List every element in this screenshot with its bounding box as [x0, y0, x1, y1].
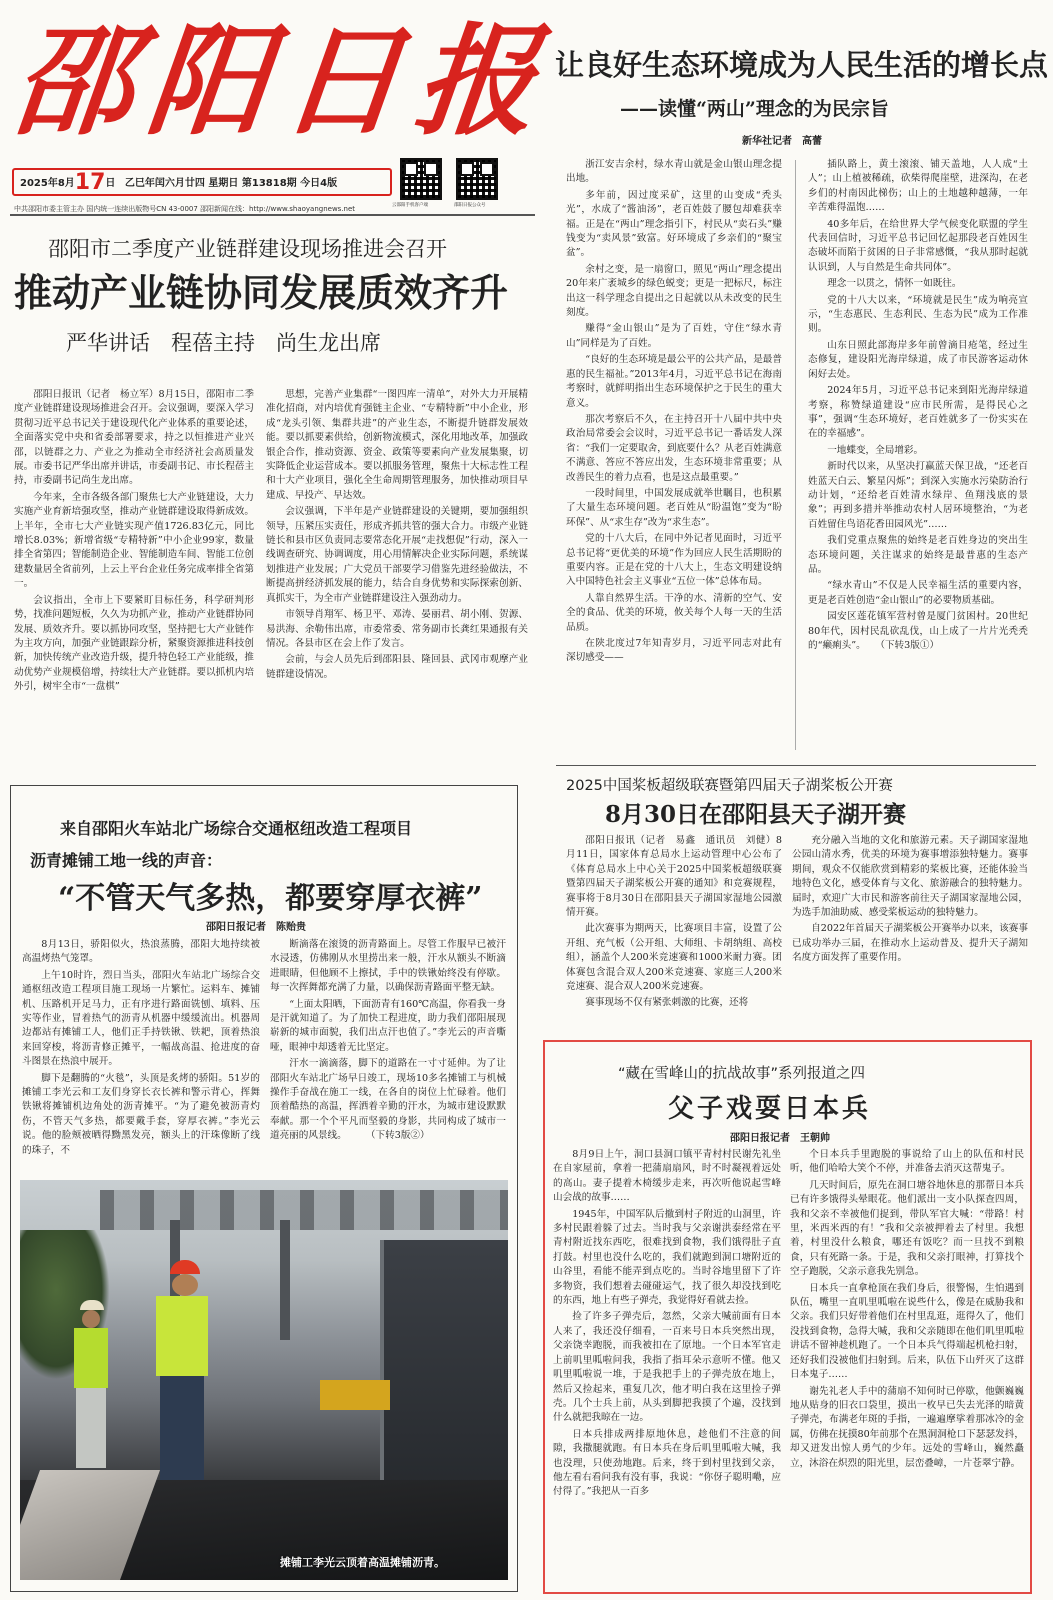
lead-col2	[266, 388, 528, 763]
paragraph: 个日本兵手里跑脱的事说给了山上的队伍和村民听，他们哈哈大笑个不停，并准备去消灭这帮鬼子。	[790, 1149, 1024, 1175]
paragraph: 上午10时许，烈日当头，邵阳火车站北广场综合交通枢纽改造工程项目施工现场一片繁忙。运料车、摊铺机、压路机开足马力，正有序进行路面铣刨、填料、压实等作业，冒着热气的沥青从机器中缓缓流出。机器周边都站有摊铺工人，他们正手持铁锹、铁耙，顶着热浪来回穿梭，将沥青修正摊平，一幅战高温、抢进度的奋斗图景在热浪中展开。	[22, 969, 260, 1068]
paragraph: 日本兵排成两排原地休息，趁他们不注意的间隙，我撒腿就跑。有日本兵在身后叽里呱啦大喊，我也没理，只使劲地跑。后来，终于到村里找到父亲，他左看右看问我有没有事，我说：“你伢子聪明嘞，应付得了。”我把从一百多	[553, 1428, 781, 1498]
paragraph: 在陕北度过7年知青岁月，习近平同志对此有深切感受——	[566, 638, 782, 664]
paragraph: 断滴落在滚烫的沥青路面上。尽管工作服早已被汗水浸透，仿佛刚从水里捞出来一般，汗水从额头不断滴进眼睛，但他顾不上擦拭，手中的铁锹始终没有停歇。每一次挥舞都充满了力量，以确保沥青路面平整无缺。	[270, 939, 506, 994]
asphalt-kicker2: 沥青摊铺工地一线的声音：	[30, 851, 223, 870]
photo-paving-machine	[380, 1240, 508, 1520]
war-byline: 邵阳日报记者 王朝帅	[730, 1133, 830, 1144]
date-day: 17	[74, 170, 106, 195]
war-col2	[790, 1148, 1024, 1586]
paragraph: 邵阳日报讯（记者 杨立军）8月15日，邵阳市二季度产业链群建设现场推进会召开。会议强调，要深入学习贯彻习近平总书记关于建设现代化产业体系的重要论述，全面落实党中央和省委部署要求，持之以恒推进产业兴邵，以链群之力、产业之为推动全市经济社会高质量发展。市委书记严华出席并讲话，市委副书记、市长程蓓主持，市委副书记尚生龙出席。	[14, 389, 254, 487]
paragraph: 山东日照此部海岸多年前曾滴目疮笔，经过生态修复，建设阳光海岸绿道，成了市民游客运动休闲好去处。	[808, 339, 1028, 380]
lead-kicker: 邵阳市二季度产业链群建设现场推进会召开	[48, 237, 447, 261]
paragraph: 会议指出，全市上下要紧盯目标任务，科学研判形势，找准问题短板，久久为功抓产业，推动产业链群协同发展、质效齐升。要以抓协同攻坚，坚持把七大产业链作为主攻方向，加强产业链跟踪分析，紧聚资源推进科技创新，加快传统产业改造升级，提升特色轻工产业能级，推动优势产业规模倍增，持续壮大产业链群。要以抓机内培外引，树牢全市“一盘棋”	[14, 594, 254, 693]
paragraph: 自2022年首届天子湖桨板公开赛举办以来，该赛事已成功举办三届，在推动水上运动普及、提升天子湖知名度方面发挥了重要作用。	[792, 923, 1028, 964]
paragraph: 会前，与会人员先后到邵阳县、隆回县、武冈市观摩产业链群建设情况。	[266, 654, 528, 680]
lead-title: 推动产业链协同发展质效齐升	[14, 270, 509, 315]
qr-code-icon	[456, 158, 498, 200]
paragraph: “良好的生态环境是最公平的公共产品，是最普惠的民生福祉。”2013年4月，习近平总书记在海南考察时，就鲜明指出生态环境保护之于民生的重大意义。	[566, 354, 782, 409]
top-right-title: 让良好生态环境成为人民生活的增长点	[555, 48, 1049, 82]
paragraph: 一段时间里，中国发展成就举世瞩目，也积累了大量生态环境问题。老百姓从“盼温饱”变为“盼环保”、从“求生存”改为“求生态”。	[566, 487, 782, 528]
sponsor-line: 中共邵阳市委主管主办 国内统一连续出版物号CN 43-0007 邵阳新闻在线：http://www.shaoyangnews.net	[14, 205, 356, 213]
top-right-subtitle: ——读懂“两山”理念的为民宗旨	[620, 98, 889, 120]
paragraph: 日本兵一直拿枪顶在我们身后，很警惕，生怕遇到队伍，嘴里一直叽里呱啦在说些什么，像是在威胁我和父亲。我们只好带着他们在村里乱逛，逛得久了，他们没找到食物，急得大喊，我和父亲随即在他们叽里呱啦讲话不留神趁机跑了。一个日本兵气得端起机枪扫射，还好我们没被他们扫射到。后来，队伍下山歼灭了这群日本鬼子……	[790, 1282, 1024, 1381]
lead-subtitle: 严华讲话 程蓓主持 尚生龙出席	[66, 331, 381, 355]
paragraph: 2024年5月，习近平总书记来到阳光海岸绿道考察，称赞绿道建设“应市民所需，是得民心之事”，强调“生态环境好，老百姓就多了一份实实在在的幸福感”。	[808, 385, 1028, 440]
column-divider	[795, 160, 796, 750]
war-kicker: “藏在雪峰山的抗战故事”系列报道之四	[618, 1066, 866, 1082]
paragraph: 今年来，全市各级各部门聚焦七大产业链建设，大力实施产业育新培强攻坚，推动产业链群建设取得新成效。上半年，全市七大产业链实现产值1726.83亿元，同比增长8.03%；新增省级“专精特新”中小企业99家，数量排全省第四；智能制造企业、智能制造车间、智能工位创建数量居全省前列，上云上平台企业任务完成率排全省第一。	[14, 491, 254, 590]
paragraph: 赚得“金山银山”是为了百姓，守住“绿水青山”同样是为了百姓。	[566, 323, 782, 349]
date-prefix: 2025年8月	[20, 178, 75, 189]
photo-canopy	[100, 1190, 508, 1230]
top-right-col1	[566, 158, 782, 758]
paragraph: 余村之变，是一扇窗口，照见“两山”理念提出20年来广袤城乡的绿色蜕变；更是一把标尺，标注出这一科学理念自提出之日起就以从未改变的民生刻度。	[566, 263, 782, 319]
asphalt-col1	[22, 938, 260, 1168]
paddle-col1	[566, 834, 782, 1028]
paragraph: 1945年，中国军队后撤到村子附近的山洞里，许多村民跟着躲了过去。当时我与父亲谢洪泰经常在平青村附近找东西吃，很难找到食物，我们饿得肚子直打鼓。村里也没什么吃的，我们就跑到洞口塘附近的山谷里，看能不能弄到点吃的。当时谷地里留下了许多物资，我们想着去碰碰运气，找了很久却没找到吃的东西，地上有些子弹壳，我觉得好看就去捡。	[553, 1208, 781, 1307]
paragraph: “上面太阳晒，下面沥青有160℃高温，你看我一身是汗就知道了。为了加快工程进度，助力我们邵阳展现崭新的城市面貌，我们出点汗也值了。”李光云的声音嘶哑，眼神中却透着无比坚定。	[270, 998, 506, 1053]
paddle-kicker: 2025中国桨板超级联赛暨第四届天子湖桨板公开赛	[566, 778, 893, 794]
paragraph: 40多年后，在给世界大学气候变化联盟的学生代表回信时，习近平总书记回忆起那段老百姓因生态破坏而陷于贫困的日子非常感慨，“我从那时起就认识到，人与自然是生命共同体”。	[808, 218, 1028, 273]
masthead	[0, 0, 558, 215]
paragraph: 邵阳日报讯（记者 易鑫 通讯员 刘健）8月11日，国家体育总局水上运动管理中心公布了《体育总局水上中心关于2025中国桨板超级联赛暨第四届天子湖桨板公开赛的通知》和竞赛规程，赛事将于8月30日在邵阳县天子湖国家湿地公园激情开赛。	[566, 835, 782, 919]
asphalt-photo	[20, 1180, 508, 1580]
paragraph: 赛事现场不仅有紧张刺激的比赛，还将	[585, 997, 749, 1009]
paragraph: 党的十八大后，在同中外记者见面时，习近平总书记将“更优美的环境”作为回应人民生活期盼的重要内容。正是在党的十八大上，生态文明建设纳入中国特色社会主义事业“五位一体”总体布局。	[566, 533, 782, 588]
asphalt-title: “不管天气多热，都要穿厚衣裤”	[58, 881, 483, 916]
photo-worker	[70, 1300, 110, 1470]
date-suffix: 日	[105, 178, 116, 189]
paragraph: 谢先礼老人手中的蒲扇不知何时已停歇，他颤巍巍地从贴身的旧衣口袋里，摸出一枚早已失去光泽的暗黄子弹壳，布满老年斑的手指，一遍遍摩挲着那冰冷的金属，仿佛在抚摸80年前那个在黑洞洞枪口下瑟瑟发抖，却又迸发出惊人勇气的少年。远处的雪峰山，巍然矗立，沐浴在炽烈的阳光里，层峦叠嶂，一片苍翠宁静。	[790, 1385, 1024, 1469]
paragraph: 人靠自然界生活。干净的水、清新的空气、安全的食品、优美的环境，攸关每个人每一天的生活品质。	[566, 592, 782, 633]
paragraph: 此次赛事为期两天，比赛项目丰富，设置了公开组、充气板（公开组、大师组、卡胡纳组、高校组），涵盖个人200米竞速赛和1000米耐力赛。团体赛包含混合双人200米竞速赛、家庭三人200米竞速赛、混合双人200米竞速赛。	[566, 923, 782, 993]
qr1-caption: 云邵阳手机客户端	[392, 203, 428, 208]
paragraph: 市领导肖翔军、杨卫平、邓涛、晏丽君、胡小刚、贺源、易洪海、余勒伟出席，市委常委、常务副市长龚红果通报有关情况。各县市区在会上作了发言。	[266, 609, 528, 649]
qr2-caption: 邵阳日报公众号	[454, 203, 486, 208]
paragraph: 多年前，因过度采矿，这里的山变成“秃头光”，水成了“酱油汤”，老百姓鼓了腰包却难获幸福。正是在“两山”理念指引下，村民从“卖石头”赚钱变为“卖风景”致富。好环境成了乡亲们的“聚宝盆”。	[566, 189, 782, 259]
paddle-title: 8月30日在邵阳县天子湖开赛	[605, 801, 907, 828]
paragraph: 我们党重点聚焦的始终是老百姓身边的突出生态环境问题，关注谋求的始终是最普惠的生态产品。	[808, 535, 1028, 575]
paragraph: 浙江安吉余村，绿水青山就是金山银山理念提出地。	[566, 159, 782, 185]
paragraph: 党的十八大以来，“环境就是民生”成为响亮宣示，“生态惠民、生态利民、生态为民”成为工作准则。	[808, 294, 1028, 335]
photo-worker	[150, 1260, 210, 1490]
paragraph: 几天时间后，原先在洞口塘谷地休息的那帮日本兵已有许多饿得头晕眼花。他们派出一支小队探查四周，我和父亲不幸被他们捉到，带队军官大喊：“带路！村里，米西米西的有！”我和父亲被押着去了村里。我想着，村里没什么粮食，哪还有饭吃？而一旦找不到粮食，只有死路一条。于是，我和父亲打眼神，打算找个空子跑脱，父亲示意我先别急。	[790, 1179, 1024, 1278]
paragraph: 思想，完善产业集群“一图四库一清单”，对外大力开展精准化招商，对内培优育强链主企业、“专精特新”中小企业，形成“龙头引领、集群共进”的产业生态，不断提升链群发展效能。要以抓要素供给，创新物流模式，深化用地改革，加强政银企合作，推动资源、资金、政策等要素向产业发展集聚，切实降低企业运营成本。要以抓服务管理，聚焦十大标志性工程和十大产业项目，强化全生命周期管理服务，加快推动项目早建成、早投产、早达效。	[266, 389, 528, 501]
paragraph: 那次考察后不久，在主持召开十八届中共中央政治局常委会会议时，习近平总书记一番话发人深省：“我们一定要取舍，到底要什么？从老百姓满意不满意、答应不答应出发，生态环境非常重要；从改善民生的着力点看，也是这点最重要。”	[566, 413, 782, 483]
masthead-logo: 邵阳日报	[6, 13, 558, 152]
photo-machine-yellow	[320, 1380, 390, 1410]
paragraph: 充分融入当地的文化和旅游元素。天子湖国家湿地公园山清水秀，优美的环境为赛事增添独特魅力。赛事期间，观众不仅能欣赏到精彩的桨板比赛，还能体验当地特色文化，感受体育与文化、旅游融合的独特魅力。届时，欢迎广大市民和游客前往天子湖国家湿地公园，为选手加油助威、感受桨板运动的独特魅力。	[792, 835, 1028, 919]
lead-col1	[14, 388, 254, 763]
top-right-col2	[808, 158, 1028, 758]
paragraph: “绿水青山”不仅是人民幸福生活的重要内容，更是老百姓创造“金山银山”的必要物质基础。	[808, 580, 1028, 606]
paragraph: 理念一以贯之，情怀一如既往。	[827, 278, 962, 290]
date-line	[20, 170, 337, 196]
masthead-divider	[10, 214, 535, 216]
lunar-info: 乙巳年闰六月廿四 星期日 第13818期 今日4版	[124, 178, 338, 189]
top-right-byline: 新华社记者 高蕾	[742, 136, 822, 147]
photo-pillar	[280, 1220, 290, 1340]
paragraph: 新时代以来，从坚决打赢蓝天保卫战，“还老百姓蓝天白云、繁星闪烁”；到深入实施水污染防治行动计划，“还给老百姓清水绿岸、鱼翔浅底的景象”；再到多措并举推动农村人居环境整治，“为老百姓留住鸟语花香田园风光”……	[808, 461, 1028, 530]
section-divider	[556, 765, 1036, 766]
paragraph: 脚下是翻腾的“火毯”，头顶是炙烤的骄阳。51岁的摊铺工李光云和工友们身穿长衣长裤和警示背心，挥舞铁锹将摊铺机边角处的沥青摊平。“为了避免被沥青灼伤，不管天气多热，都要戴手套，穿厚衣裤。”李光云说。他的脸颊被晒得黝黑发亮，额头上的汗珠像断了线的珠子，不	[22, 1072, 260, 1156]
war-col1	[553, 1148, 781, 1586]
asphalt-col2	[270, 938, 506, 1168]
paragraph: 捡了许多子弹壳后，忽然，父亲大喊前面有日本人来了，我还没仔细看，一百来号日本兵突然出现，父亲饶幸跑脱，而我被扣在了原地。一个日本军官走上前叽里呱啦问我，我指了指耳朵示意听不懂。他又叽里呱啦说一堆，于是我把手上的子弹壳放在地上，然后又捡起来，重复几次，他才明白我在这里捡子弹壳。几个士兵上前，从头到脚把我摸了个遍，没找到什么就把我晾在一边。	[553, 1311, 781, 1424]
war-title: 父子戏耍日本兵	[668, 1094, 872, 1124]
paragraph: 8月13日，骄阳似火，热浪蒸腾，邵阳大地持续被高温烤热气笼罩。	[22, 939, 260, 965]
paragraph: 插队路上，黄土滚滚、铺天盖地，人人成“土人”；山上植被稀疏，砍柴得爬崖壁，进深沟，在老乡们的村南因此梯伤；山上的土地越种越薄，一年辛苦难得温饱……	[808, 159, 1028, 214]
paragraph: 汗水一滴滴落，脚下的道路在一寸寸延伸。为了让邵阳火车站北广场早日竣工，现场10多名摊铺工与机械操作手奋战在施工一线，在各自的岗位上忙碌着。他们顶着酷热的高温，挥洒着辛勤的汗水，为城市建设默默奉献。那一个个平凡而坚毅的身影，共同构成了城市一道亮丽的风景线。 （下转3版②）	[270, 1058, 506, 1142]
paragraph: 8月9日上午，洞口县洞口镇平青村村民谢先礼坐在自家屋前，拿着一把蒲扇扇风，时不时凝视着远处的高山。妻子提着木椅缓步走来，再次听他说起雪峰山会战的故事……	[553, 1149, 781, 1204]
photo-caption: 摊铺工李光云顶着高温摊铺沥青。	[280, 1556, 445, 1569]
asphalt-byline: 邵阳日报记者 陈贻贵	[206, 922, 306, 933]
paddle-col2	[792, 834, 1028, 1028]
paragraph: 会议强调，下半年是产业链群建设的关键期，要加强组织领导，压紧压实责任，形成齐抓共管的强大合力。市级产业链链长和县市区负责同志要常态化开展“走找想促”行动，深入一线调查研究、协调调度，用心用情解决企业实际问题，系统谋划推进产业发展；广大党员干部要学习借鉴先进经验做法，不断提高拼经济抓发展的能力，结合自身优势和实际探索创新、真抓实干，为全市产业链群建设注入强劲动力。	[266, 506, 528, 604]
asphalt-kicker: 来自邵阳火车站北广场综合交通枢纽改造工程项目	[60, 819, 413, 838]
paragraph: 一地蝶变，全局增彩。	[827, 444, 924, 456]
qr-code-icon	[400, 158, 442, 200]
paragraph: 园安区莲花镇军营村曾是厦门贫困村。20世纪80年代，因村民乱砍乱伐，山上成了一片片光秃秃的“癞痢头”。 （下转3版①）	[808, 611, 1028, 651]
